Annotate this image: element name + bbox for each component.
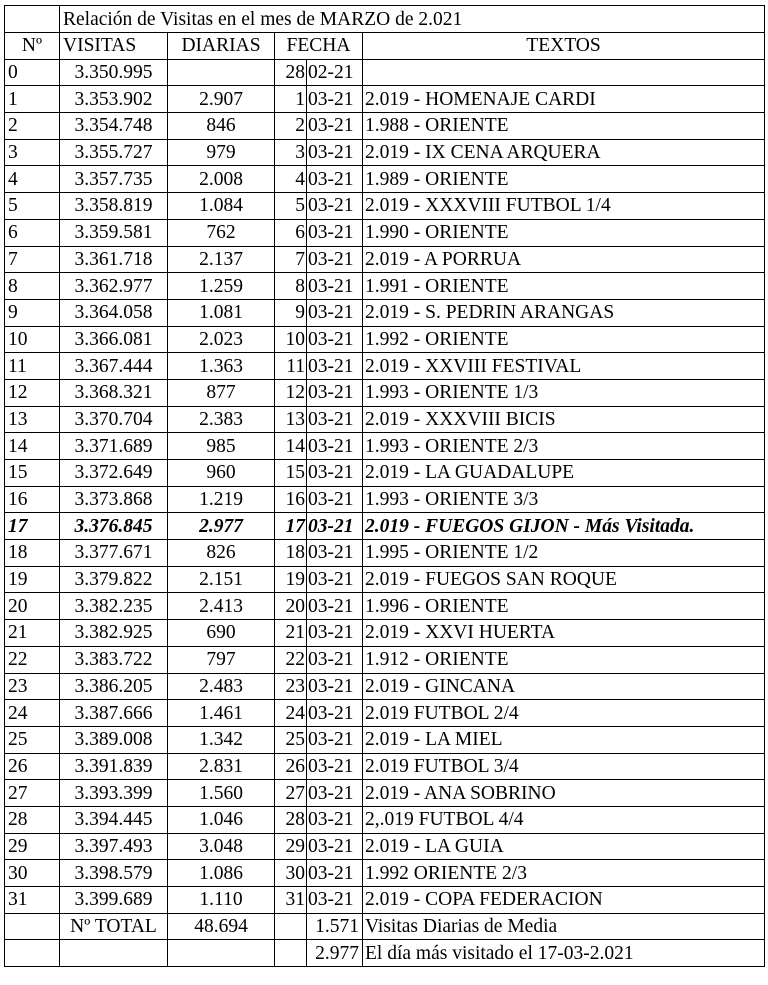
fecha-month-cell: 03-21 bbox=[307, 566, 363, 593]
fecha-day-cell: 30 bbox=[275, 860, 307, 887]
fecha-day-cell: 25 bbox=[275, 726, 307, 753]
table-row bbox=[5, 59, 765, 86]
diarias-cell: 877 bbox=[168, 379, 275, 406]
fecha-day-cell: 26 bbox=[275, 753, 307, 780]
table-row bbox=[5, 620, 765, 647]
row-number: 29 bbox=[5, 833, 60, 860]
fecha-month-cell: 03-21 bbox=[307, 273, 363, 300]
row-number: 31 bbox=[5, 887, 60, 914]
fecha-day-cell: 23 bbox=[275, 673, 307, 700]
visitas-cell: 3.350.995 bbox=[60, 59, 168, 86]
visitas-cell: 3.391.839 bbox=[60, 753, 168, 780]
diarias-cell: 1.110 bbox=[168, 887, 275, 914]
fecha-day-cell: 6 bbox=[275, 219, 307, 246]
table-row bbox=[5, 833, 765, 860]
diarias-cell: 1.086 bbox=[168, 860, 275, 887]
diarias-cell: 1.461 bbox=[168, 700, 275, 727]
row-number: 2 bbox=[5, 113, 60, 140]
textos-cell: 2.019 - XXXVIII BICIS bbox=[363, 406, 765, 433]
textos-cell: 2.019 - S. PEDRIN ARANGAS bbox=[363, 299, 765, 326]
table-row bbox=[5, 353, 765, 380]
row-number: 5 bbox=[5, 193, 60, 220]
row-number: 26 bbox=[5, 753, 60, 780]
table-row bbox=[5, 406, 765, 433]
fecha-day-cell: 20 bbox=[275, 593, 307, 620]
fecha-month-cell: 03-21 bbox=[307, 326, 363, 353]
visitas-cell: 3.398.579 bbox=[60, 860, 168, 887]
table-row bbox=[5, 726, 765, 753]
diarias-cell: 762 bbox=[168, 219, 275, 246]
fecha-month-cell: 03-21 bbox=[307, 887, 363, 914]
textos-cell: 1.993 - ORIENTE 2/3 bbox=[363, 433, 765, 460]
table-row bbox=[5, 486, 765, 513]
fecha-month-cell: 03-21 bbox=[307, 513, 363, 540]
row-number: 6 bbox=[5, 219, 60, 246]
visitas-cell: 3.397.493 bbox=[60, 833, 168, 860]
visitas-cell: 3.383.722 bbox=[60, 646, 168, 673]
textos-cell: 1.988 - ORIENTE bbox=[363, 113, 765, 140]
diarias-cell: 1.259 bbox=[168, 273, 275, 300]
textos-cell: 2.019 - XXVI HUERTA bbox=[363, 620, 765, 647]
fecha-month-cell: 03-21 bbox=[307, 700, 363, 727]
fecha-month-cell: 03-21 bbox=[307, 486, 363, 513]
title-row bbox=[5, 6, 765, 33]
max-empty-cell bbox=[5, 940, 60, 967]
totals-empty-cell bbox=[275, 913, 307, 940]
fecha-month-cell: 03-21 bbox=[307, 86, 363, 113]
fecha-day-cell: 14 bbox=[275, 433, 307, 460]
fecha-month-cell: 02-21 bbox=[307, 59, 363, 86]
fecha-day-cell: 12 bbox=[275, 379, 307, 406]
textos-cell: 1.989 - ORIENTE bbox=[363, 166, 765, 193]
textos-cell: 1.993 - ORIENTE 3/3 bbox=[363, 486, 765, 513]
textos-cell: 2,.019 FUTBOL 4/4 bbox=[363, 806, 765, 833]
fecha-day-cell: 7 bbox=[275, 246, 307, 273]
average-value: 1.571 bbox=[307, 913, 363, 940]
row-number: 9 bbox=[5, 299, 60, 326]
row-number: 25 bbox=[5, 726, 60, 753]
table-row bbox=[5, 753, 765, 780]
fecha-month-cell: 03-21 bbox=[307, 219, 363, 246]
row-number: 7 bbox=[5, 246, 60, 273]
fecha-day-cell: 24 bbox=[275, 700, 307, 727]
table-row bbox=[5, 460, 765, 487]
fecha-month-cell: 03-21 bbox=[307, 379, 363, 406]
textos-cell: 2.019 - XXVIII FESTIVAL bbox=[363, 353, 765, 380]
row-number: 21 bbox=[5, 620, 60, 647]
fecha-month-cell: 03-21 bbox=[307, 113, 363, 140]
table-row bbox=[5, 299, 765, 326]
fecha-month-cell: 03-21 bbox=[307, 433, 363, 460]
diarias-cell bbox=[168, 59, 275, 86]
textos-cell: 2.019 FUTBOL 2/4 bbox=[363, 700, 765, 727]
textos-cell: 1.995 - ORIENTE 1/2 bbox=[363, 540, 765, 567]
title-corner-cell bbox=[5, 6, 60, 33]
table-row bbox=[5, 113, 765, 140]
header-fecha: FECHA bbox=[275, 33, 363, 60]
textos-cell: 1.992 ORIENTE 2/3 bbox=[363, 860, 765, 887]
row-number: 10 bbox=[5, 326, 60, 353]
fecha-day-cell: 28 bbox=[275, 59, 307, 86]
visitas-cell: 3.357.735 bbox=[60, 166, 168, 193]
fecha-month-cell: 03-21 bbox=[307, 139, 363, 166]
table-row bbox=[5, 246, 765, 273]
header-diarias: DIARIAS bbox=[168, 33, 275, 60]
table-row bbox=[5, 166, 765, 193]
visitas-cell: 3.367.444 bbox=[60, 353, 168, 380]
fecha-day-cell: 1 bbox=[275, 86, 307, 113]
diarias-cell: 2.383 bbox=[168, 406, 275, 433]
fecha-day-cell: 10 bbox=[275, 326, 307, 353]
fecha-month-cell: 03-21 bbox=[307, 833, 363, 860]
table-row bbox=[5, 673, 765, 700]
fecha-month-cell: 03-21 bbox=[307, 406, 363, 433]
row-number: 28 bbox=[5, 806, 60, 833]
visitas-cell: 3.366.081 bbox=[60, 326, 168, 353]
visitas-cell: 3.372.649 bbox=[60, 460, 168, 487]
textos-cell: 1.996 - ORIENTE bbox=[363, 593, 765, 620]
diarias-cell: 2.977 bbox=[168, 513, 275, 540]
fecha-month-cell: 03-21 bbox=[307, 753, 363, 780]
fecha-day-cell: 19 bbox=[275, 566, 307, 593]
table-row bbox=[5, 860, 765, 887]
row-number: 12 bbox=[5, 379, 60, 406]
fecha-day-cell: 5 bbox=[275, 193, 307, 220]
diarias-cell: 960 bbox=[168, 460, 275, 487]
visitas-cell: 3.389.008 bbox=[60, 726, 168, 753]
visitas-cell: 3.382.925 bbox=[60, 620, 168, 647]
diarias-cell: 985 bbox=[168, 433, 275, 460]
fecha-month-cell: 03-21 bbox=[307, 726, 363, 753]
row-number: 4 bbox=[5, 166, 60, 193]
average-text: Visitas Diarias de Media bbox=[363, 913, 765, 940]
row-number: 22 bbox=[5, 646, 60, 673]
fecha-month-cell: 03-21 bbox=[307, 593, 363, 620]
fecha-month-cell: 03-21 bbox=[307, 193, 363, 220]
textos-cell: 2.019 - LA GUIA bbox=[363, 833, 765, 860]
diarias-cell: 2.008 bbox=[168, 166, 275, 193]
row-number: 16 bbox=[5, 486, 60, 513]
fecha-day-cell: 2 bbox=[275, 113, 307, 140]
textos-cell: 2.019 - FUEGOS SAN ROQUE bbox=[363, 566, 765, 593]
diarias-cell: 1.560 bbox=[168, 780, 275, 807]
table-row bbox=[5, 887, 765, 914]
fecha-month-cell: 03-21 bbox=[307, 860, 363, 887]
table-row bbox=[5, 593, 765, 620]
textos-cell: 2.019 - FUEGOS GIJON - Más Visitada. bbox=[363, 513, 765, 540]
fecha-month-cell: 03-21 bbox=[307, 460, 363, 487]
diarias-cell: 797 bbox=[168, 646, 275, 673]
fecha-month-cell: 03-21 bbox=[307, 780, 363, 807]
row-number: 3 bbox=[5, 139, 60, 166]
max-row bbox=[5, 940, 765, 967]
diarias-cell: 1.363 bbox=[168, 353, 275, 380]
textos-cell: 2.019 - HOMENAJE CARDI bbox=[363, 86, 765, 113]
max-value: 2.977 bbox=[307, 940, 363, 967]
textos-cell bbox=[363, 59, 765, 86]
fecha-day-cell: 21 bbox=[275, 620, 307, 647]
diarias-cell: 1.081 bbox=[168, 299, 275, 326]
visitas-cell: 3.394.445 bbox=[60, 806, 168, 833]
diarias-cell: 826 bbox=[168, 540, 275, 567]
max-empty-cell bbox=[275, 940, 307, 967]
fecha-month-cell: 03-21 bbox=[307, 646, 363, 673]
textos-cell: 2.019 FUTBOL 3/4 bbox=[363, 753, 765, 780]
fecha-day-cell: 11 bbox=[275, 353, 307, 380]
fecha-month-cell: 03-21 bbox=[307, 540, 363, 567]
textos-cell: 1.990 - ORIENTE bbox=[363, 219, 765, 246]
diarias-cell: 2.831 bbox=[168, 753, 275, 780]
visitas-cell: 3.354.748 bbox=[60, 113, 168, 140]
visits-table bbox=[4, 5, 765, 967]
row-number: 11 bbox=[5, 353, 60, 380]
table-row bbox=[5, 219, 765, 246]
row-number: 19 bbox=[5, 566, 60, 593]
visitas-cell: 3.393.399 bbox=[60, 780, 168, 807]
table-row bbox=[5, 540, 765, 567]
header-no: Nº bbox=[5, 33, 60, 60]
textos-cell: 2.019 - A PORRUA bbox=[363, 246, 765, 273]
table-row bbox=[5, 433, 765, 460]
visitas-cell: 3.362.977 bbox=[60, 273, 168, 300]
header-visitas: VISITAS bbox=[60, 33, 168, 60]
textos-cell: 2.019 - COPA FEDERACION bbox=[363, 887, 765, 914]
fecha-day-cell: 22 bbox=[275, 646, 307, 673]
fecha-day-cell: 28 bbox=[275, 806, 307, 833]
fecha-month-cell: 03-21 bbox=[307, 353, 363, 380]
diarias-cell: 1.219 bbox=[168, 486, 275, 513]
row-number: 23 bbox=[5, 673, 60, 700]
table-row bbox=[5, 139, 765, 166]
visitas-cell: 3.377.671 bbox=[60, 540, 168, 567]
fecha-month-cell: 03-21 bbox=[307, 299, 363, 326]
diarias-cell: 2.151 bbox=[168, 566, 275, 593]
diarias-cell: 2.023 bbox=[168, 326, 275, 353]
diarias-cell: 2.137 bbox=[168, 246, 275, 273]
row-number: 24 bbox=[5, 700, 60, 727]
fecha-day-cell: 13 bbox=[275, 406, 307, 433]
diarias-cell: 3.048 bbox=[168, 833, 275, 860]
textos-cell: 2.019 - IX CENA ARQUERA bbox=[363, 139, 765, 166]
visitas-cell: 3.386.205 bbox=[60, 673, 168, 700]
textos-cell: 2.019 - GINCANA bbox=[363, 673, 765, 700]
fecha-month-cell: 03-21 bbox=[307, 246, 363, 273]
table-row bbox=[5, 326, 765, 353]
row-number: 27 bbox=[5, 780, 60, 807]
row-number: 17 bbox=[5, 513, 60, 540]
fecha-month-cell: 03-21 bbox=[307, 806, 363, 833]
table-row bbox=[5, 273, 765, 300]
textos-cell: 2.019 - LA GUADALUPE bbox=[363, 460, 765, 487]
header-row bbox=[5, 33, 765, 60]
textos-cell: 2.019 - XXXVIII FUTBOL 1/4 bbox=[363, 193, 765, 220]
row-number: 13 bbox=[5, 406, 60, 433]
table-row bbox=[5, 513, 765, 540]
textos-cell: 1.992 - ORIENTE bbox=[363, 326, 765, 353]
visitas-cell: 3.368.321 bbox=[60, 379, 168, 406]
visitas-cell: 3.355.727 bbox=[60, 139, 168, 166]
fecha-month-cell: 03-21 bbox=[307, 620, 363, 647]
visitas-cell: 3.373.868 bbox=[60, 486, 168, 513]
row-number: 1 bbox=[5, 86, 60, 113]
fecha-month-cell: 03-21 bbox=[307, 166, 363, 193]
visitas-cell: 3.358.819 bbox=[60, 193, 168, 220]
max-empty-cell bbox=[60, 940, 168, 967]
table-row bbox=[5, 379, 765, 406]
table-title: Relación de Visitas en el mes de MARZO de 2.021 bbox=[60, 6, 765, 33]
diarias-cell: 2.907 bbox=[168, 86, 275, 113]
visitas-cell: 3.371.689 bbox=[60, 433, 168, 460]
fecha-day-cell: 31 bbox=[275, 887, 307, 914]
row-number: 0 bbox=[5, 59, 60, 86]
visitas-cell: 3.387.666 bbox=[60, 700, 168, 727]
row-number: 30 bbox=[5, 860, 60, 887]
diarias-cell: 2.413 bbox=[168, 593, 275, 620]
fecha-day-cell: 15 bbox=[275, 460, 307, 487]
table-row bbox=[5, 86, 765, 113]
table-row bbox=[5, 700, 765, 727]
table-row bbox=[5, 193, 765, 220]
visitas-cell: 3.382.235 bbox=[60, 593, 168, 620]
fecha-day-cell: 29 bbox=[275, 833, 307, 860]
diarias-cell: 1.342 bbox=[168, 726, 275, 753]
diarias-cell: 690 bbox=[168, 620, 275, 647]
visitas-cell: 3.353.902 bbox=[60, 86, 168, 113]
diarias-cell: 2.483 bbox=[168, 673, 275, 700]
max-empty-cell bbox=[168, 940, 275, 967]
row-number: 8 bbox=[5, 273, 60, 300]
visitas-cell: 3.379.822 bbox=[60, 566, 168, 593]
fecha-day-cell: 8 bbox=[275, 273, 307, 300]
row-number: 15 bbox=[5, 460, 60, 487]
visitas-cell: 3.359.581 bbox=[60, 219, 168, 246]
fecha-month-cell: 03-21 bbox=[307, 673, 363, 700]
totals-label: Nº TOTAL bbox=[60, 913, 168, 940]
table-row bbox=[5, 646, 765, 673]
table-row bbox=[5, 780, 765, 807]
fecha-day-cell: 27 bbox=[275, 780, 307, 807]
fecha-day-cell: 4 bbox=[275, 166, 307, 193]
textos-cell: 1.993 - ORIENTE 1/3 bbox=[363, 379, 765, 406]
fecha-day-cell: 3 bbox=[275, 139, 307, 166]
visitas-cell: 3.370.704 bbox=[60, 406, 168, 433]
table-row bbox=[5, 806, 765, 833]
totals-value: 48.694 bbox=[168, 913, 275, 940]
fecha-day-cell: 18 bbox=[275, 540, 307, 567]
totals-row bbox=[5, 913, 765, 940]
row-number: 14 bbox=[5, 433, 60, 460]
visitas-cell: 3.361.718 bbox=[60, 246, 168, 273]
fecha-day-cell: 16 bbox=[275, 486, 307, 513]
diarias-cell: 979 bbox=[168, 139, 275, 166]
visitas-cell: 3.399.689 bbox=[60, 887, 168, 914]
table-row bbox=[5, 566, 765, 593]
diarias-cell: 1.084 bbox=[168, 193, 275, 220]
textos-cell: 1.912 - ORIENTE bbox=[363, 646, 765, 673]
header-textos: TEXTOS bbox=[363, 33, 765, 60]
textos-cell: 1.991 - ORIENTE bbox=[363, 273, 765, 300]
totals-empty-cell bbox=[5, 913, 60, 940]
textos-cell: 2.019 - LA MIEL bbox=[363, 726, 765, 753]
max-text: El día más visitado el 17-03-2.021 bbox=[363, 940, 765, 967]
fecha-day-cell: 9 bbox=[275, 299, 307, 326]
fecha-day-cell: 17 bbox=[275, 513, 307, 540]
row-number: 18 bbox=[5, 540, 60, 567]
row-number: 20 bbox=[5, 593, 60, 620]
diarias-cell: 1.046 bbox=[168, 806, 275, 833]
visitas-cell: 3.364.058 bbox=[60, 299, 168, 326]
textos-cell: 2.019 - ANA SOBRINO bbox=[363, 780, 765, 807]
diarias-cell: 846 bbox=[168, 113, 275, 140]
visitas-cell: 3.376.845 bbox=[60, 513, 168, 540]
